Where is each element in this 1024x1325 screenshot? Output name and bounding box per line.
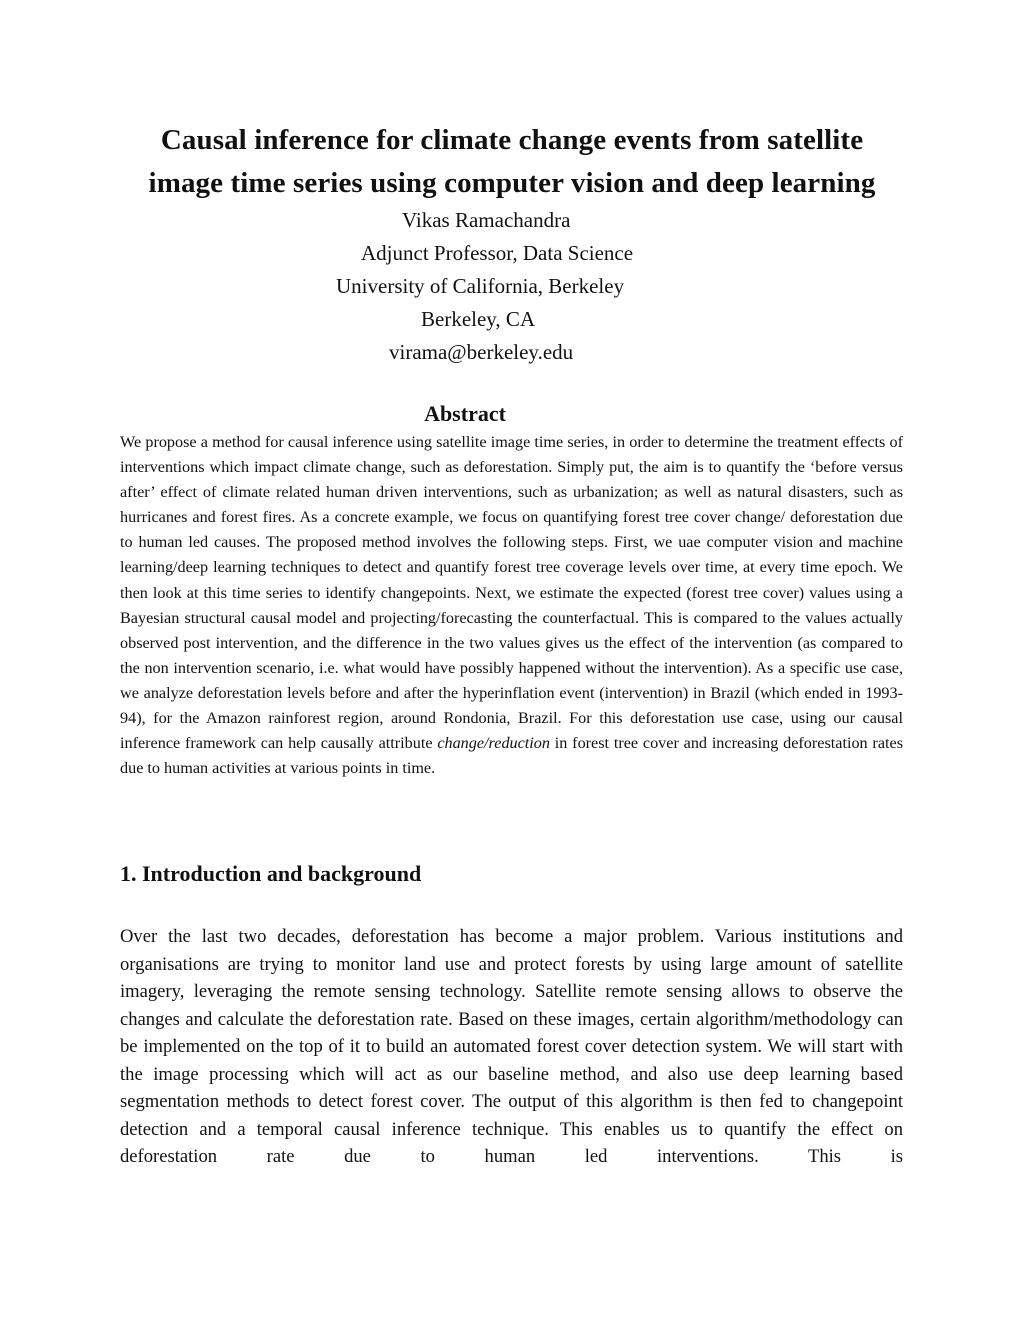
author-role: Adjunct Professor, Data Science xyxy=(361,241,634,265)
author-name: Vikas Ramachandra xyxy=(402,208,571,232)
abstract-italic-phrase: change/reduction xyxy=(437,734,550,753)
author-university: University of California, Berkeley xyxy=(336,274,625,298)
author-location: Berkeley, CA xyxy=(421,307,536,331)
paper-title-line-2: image time series using computer vision and deep learning xyxy=(148,167,876,199)
abstract-text-part-2: in forest tree cover and increasing deforestation rates due to human activities at various points in time. xyxy=(120,734,903,778)
paper-title-line-1: Causal inference for climate change events from satellite xyxy=(160,124,864,156)
section-heading-introduction: 1. Introduction and background xyxy=(120,861,422,886)
author-email: virama@berkeley.edu xyxy=(389,340,574,364)
abstract-text-part-1: We propose a method for causal inference using satellite image time series, in order to determine the treatment effects of interventions which impact climate change, such as deforestation. Simply put, the aim is to quantify the ‘before versus after’ effect of climate related human driven interventions, such as urbanization; as well as natural disasters, such as hurricanes and forest fires. As a concrete example, we focus on quantifying forest tree cover change/ deforestation due to human led causes. The proposed method involves the following steps. First, we uae computer vision and machine learning/deep learning techniques to detect and quantify forest tree coverage levels over time, at every time epoch. We then look at this time series to identify changepoints. Next, we estimate the expected (forest tree cover) values using a Bayesian structural causal model and projecting/forecasting the counterfactual. This is compared to the values actually observed post intervention, and the difference in the two values gives us the effect of the intervention (as compared to the non intervention scenario, i.e. what would have possibly happened without the intervention). As a specific use case, we analyze deforestation levels before and after the hyperinflation event (intervention) in Brazil (which ended in 1993-94), for the Amazon rainforest region, around Rondonia, Brazil. For this deforestation use case, using our causal inference framework can help causally attribute xyxy=(120,433,903,753)
abstract-heading: Abstract xyxy=(424,401,506,426)
abstract-paragraph xyxy=(120,430,903,781)
introduction-paragraph: Over the last two decades, deforestation has become a major problem. Various institutions and organisations are trying to monitor land use and protect forests by using large amount of satellite imagery, leveraging the remote sensing technology. Satellite remote sensing allows to observe the changes and calculate the deforestation rate. Based on these images, certain algorithm/methodology can be implemented on the top of it to build an automated forest cover detection system. We will start with the image processing which will act as our baseline method, and also use deep learning based segmentation methods to detect forest cover. The output of this algorithm is then fed to changepoint detection and a temporal causal inference technique. This enables us to quantify the effect on deforestation rate due to human led interventions. This is xyxy=(120,926,903,1167)
